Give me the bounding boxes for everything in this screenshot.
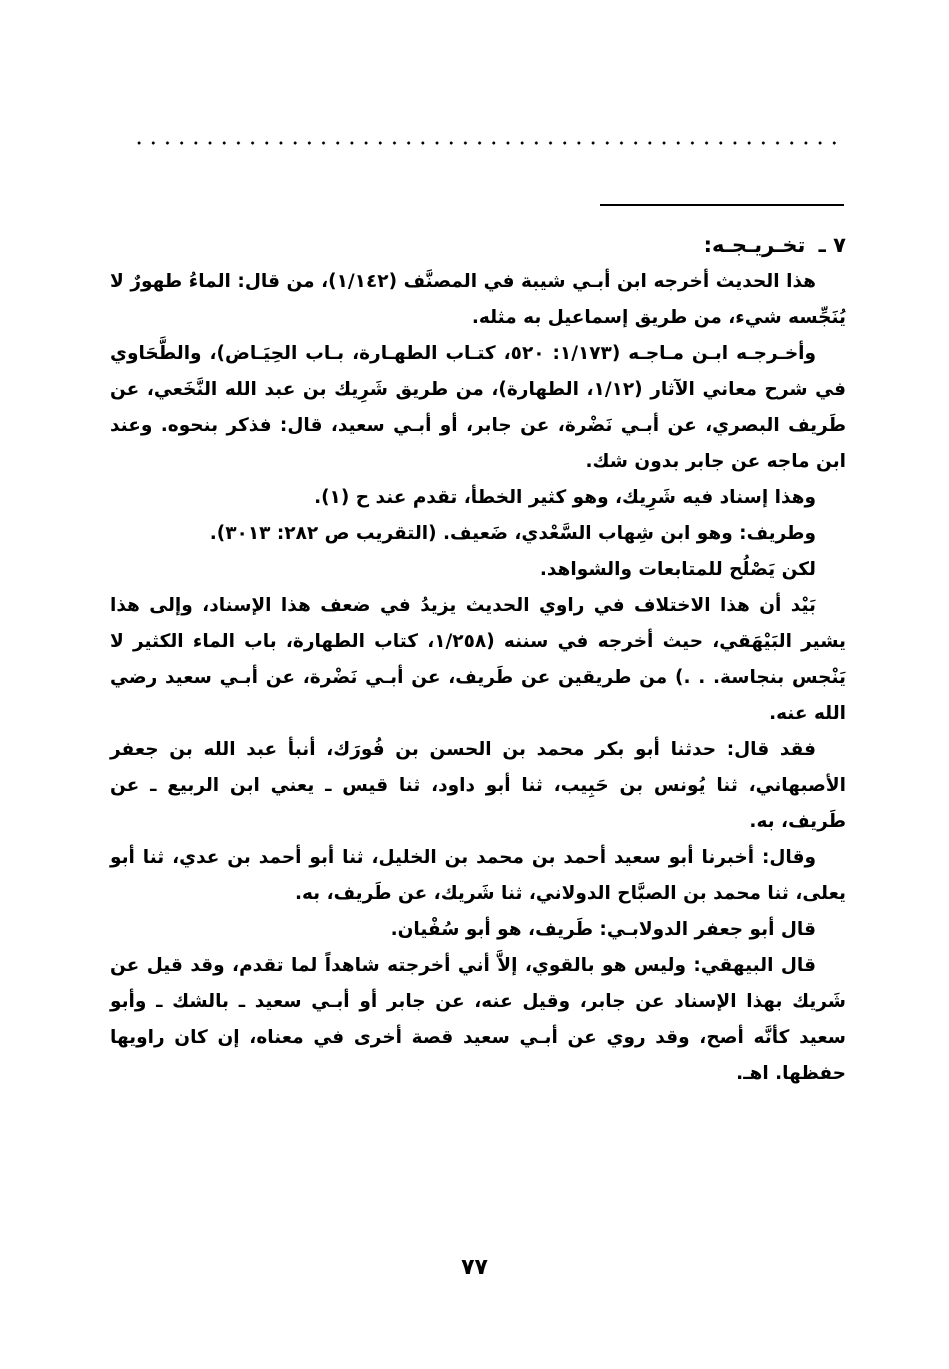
- section-title: تخـريـجـه:: [703, 233, 806, 257]
- page-number: ٧٧: [461, 1255, 488, 1280]
- dotted-separator: [132, 138, 844, 148]
- paragraph: وأخـرجـه ابـن مـاجـه (١/١٧٣: ٥٢٠، كتـاب الطهـارة، بـاب الحِيَـاض)، والطَّحَاوي في شرح معاني الآثار (١/١٢، الطهارة)، من طريق شَرِيك بن عبد الله النَّخَعي، عن طَريف البصري، عن أبـي نَضْرة، عن جابر، أو أبـي سعيد، قال: فذكر بنحوه. وعند ابن ماجه عن جابر بدون شك.: [110, 343, 846, 472]
- section-heading: [110, 226, 846, 264]
- paragraph: قال أبو جعفر الدولابـي: طَريف، هو أبو سُفْيان.: [390, 919, 816, 940]
- section-number: ٧ ـ: [818, 233, 846, 257]
- paragraph: وقال: أخبرنا أبو سعيد أحمد بن محمد بن الخليل، ثنا أبو أحمد بن عدي، ثنا أبو يعلى، ثنا محمد بن الصبَّاح الدولاني، ثنا شَريك، عن طَريف، به.: [110, 847, 846, 904]
- paragraph: هذا الحديث أخرجه ابن أبـي شيبة في المصنَّف (١/١٤٢)، من قال: الماءُ طهورٌ لا يُنَجِّسه شيء، من طريق إسماعيل به مثله.: [110, 271, 846, 328]
- paragraph: لكن يَصْلُح للمتابعات والشواهد.: [539, 559, 816, 580]
- footnote-rule: [600, 204, 844, 206]
- paragraph: قال البيهقي: وليس هو بالقوي، إلاَّ أني أخرجته شاهداً لما تقدم، وقد قيل عن شَريك بهذا الإسناد عن جابر، وقيل عنه، عن جابر أو أبـي سعيد ـ بالشك ـ وأبو سعيد كأنَّه أصح، وقد روي عن أبـي سعيد قصة أخرى في معناه، إن كان راويها حفظها. اهـ.: [110, 955, 846, 1084]
- page-body: [110, 226, 846, 1092]
- paragraph: وطريف: وهو ابن شِهاب السَّعْدي، ضَعيف. (التقريب ص ٢٨٢: ٣٠١٣).: [209, 523, 816, 544]
- paragraph: بَيْد أن هذا الاختلاف في راوي الحديث يزيدُ في ضعف هذا الإسناد، وإلى هذا يشير البَيْهَقي، حيث أخرجه في سننه (١/٢٥٨، كتاب الطهارة، باب الماء الكثير لا يَنْجس بنجاسة. . .) من طريقين عن طَريف، عن أبـي نَضْرة، عن أبـي سعيد رضي الله عنه.: [110, 595, 846, 724]
- paragraph: فقد قال: حدثنا أبو بكر محمد بن الحسن بن فُورَك، أنبأ عبد الله بن جعفر الأصبهاني، ثنا يُونس بن حَبِيب، ثنا أبو داود، ثنا قيس ـ يعني ابن الربيع ـ عن طَريف، به.: [110, 739, 846, 832]
- paragraph: وهذا إسناد فيه شَرِيك، وهو كثير الخطأ، تقدم عند ح (١).: [314, 487, 816, 508]
